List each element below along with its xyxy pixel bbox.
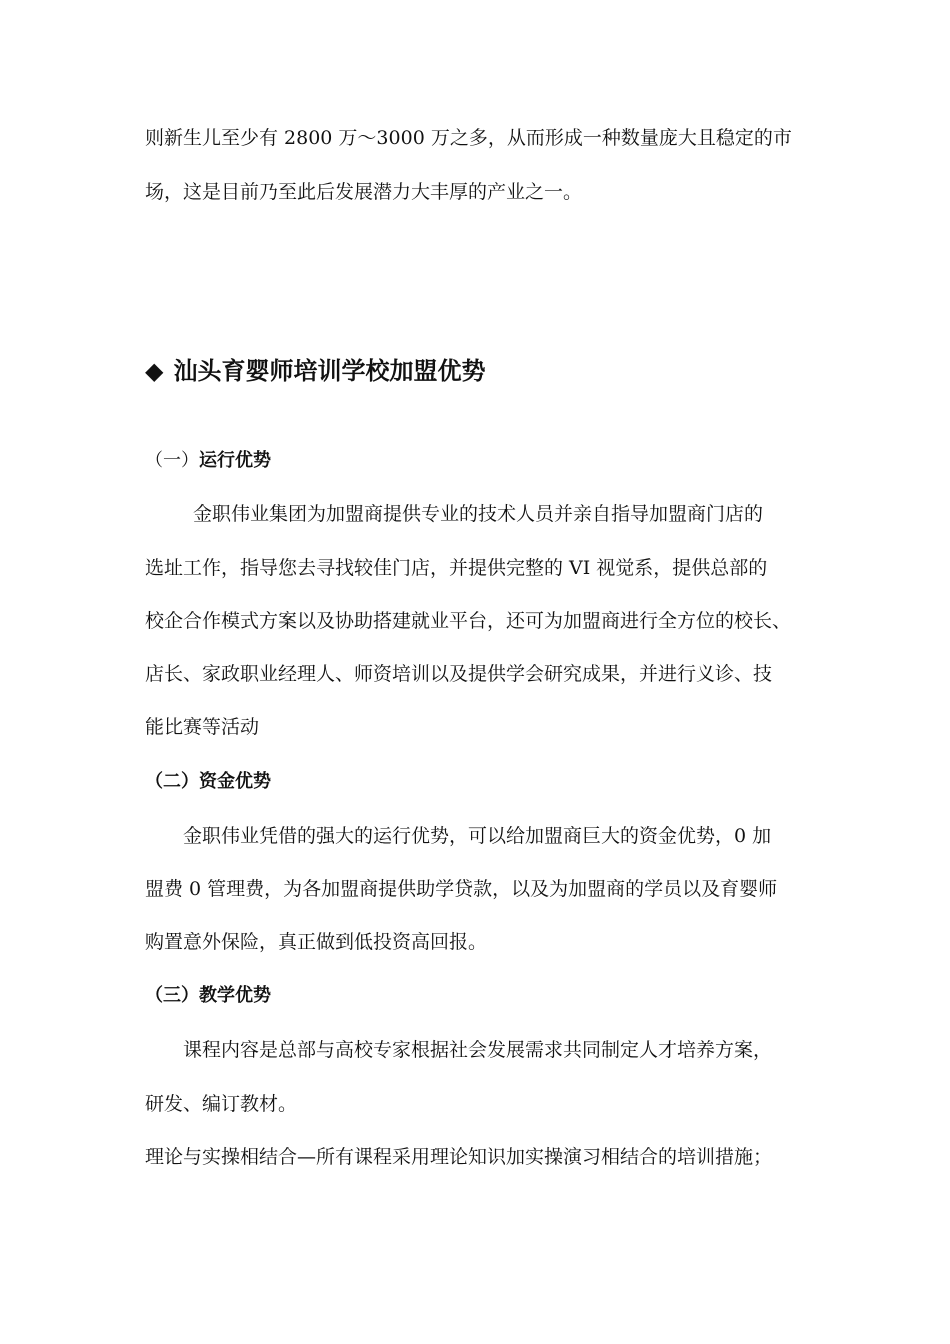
sub3-line-1: 课程内容是总部与高校专家根据社会发展需求共同制定人才培养方案， xyxy=(183,1039,773,1061)
sub2-line-3: 购置意外保险，真正做到低投资高回报。 xyxy=(145,931,488,953)
subheading-number: （二） xyxy=(145,771,199,792)
subheading-funding xyxy=(145,770,271,794)
sub1-line-4: 店长、家政职业经理人、师资培训以及提供学会研究成果，并进行义诊、技 xyxy=(145,663,773,685)
sub1-line-5: 能比赛等活动 xyxy=(145,716,260,738)
sub2-line-1: 金职伟业凭借的强大的运行优势，可以给加盟商巨大的资金优势，0 加 xyxy=(183,825,772,847)
sub1-line-2: 选址工作，指导您去寻找较佳门店，并提供完整的 VI 视觉系，提供总部的 xyxy=(145,557,768,579)
intro-line-1: 则新生儿至少有 2800 万～3000 万之多，从而形成一种数量庞大且稳定的市 xyxy=(145,127,792,149)
section-heading xyxy=(145,356,485,386)
sub3-line-3: 理论与实操相结合—所有课程采用理论知识加实操演习相结合的培训措施； xyxy=(145,1146,773,1168)
subheading-teaching xyxy=(145,984,271,1008)
subheading-title: 教学优势 xyxy=(199,985,271,1006)
subheading-title: 运行优势 xyxy=(199,450,271,471)
sub2-line-2: 盟费 0 管理费，为各加盟商提供助学贷款，以及为加盟商的学员以及育婴师 xyxy=(145,878,778,900)
subheading-title: 资金优势 xyxy=(199,771,271,792)
intro-line-2: 场，这是目前乃至此后发展潜力大丰厚的产业之一。 xyxy=(145,181,583,203)
diamond-bullet-icon: ◆ xyxy=(145,357,164,385)
sub3-line-2: 研发、编订教材。 xyxy=(145,1093,298,1115)
sub1-line-1: 金职伟业集团为加盟商提供专业的技术人员并亲自指导加盟商门店的 xyxy=(193,503,764,525)
subheading-number: （一） xyxy=(145,450,199,471)
sub1-line-3: 校企合作模式方案以及协助搭建就业平台，还可为加盟商进行全方位的校长、 xyxy=(145,610,792,632)
section-title: 汕头育婴师培训学校加盟优势 xyxy=(173,357,486,385)
subheading-number: （三） xyxy=(145,985,199,1006)
subheading-operation xyxy=(145,449,271,473)
